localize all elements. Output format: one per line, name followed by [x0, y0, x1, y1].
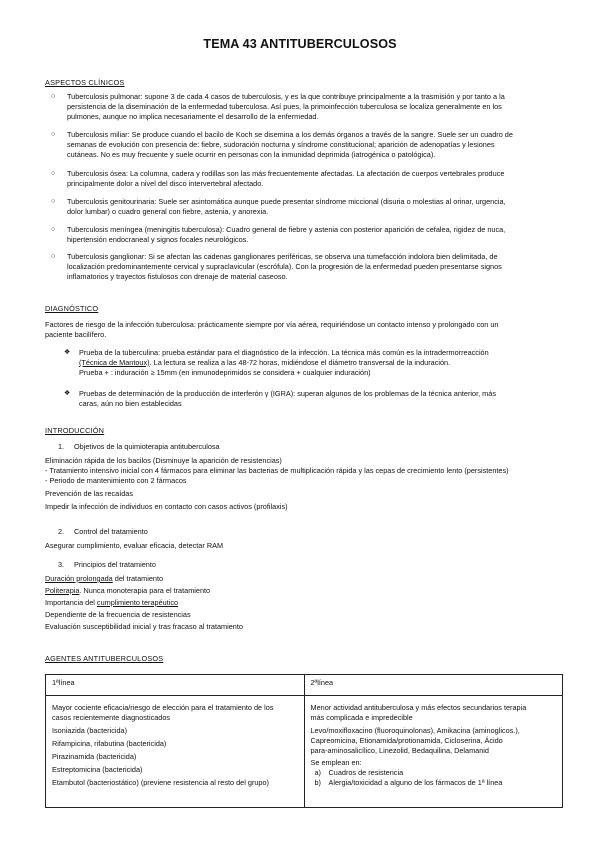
- paragraph: [45, 456, 565, 512]
- bullet-icon: ○: [51, 226, 56, 233]
- list-item-line: Tuberculosis ósea: La columna, cadera y rodillas son las más frecuentemente afectadas. La afectación de cuerpos vertebrales produce: [67, 169, 505, 178]
- cell-line: Capreomicina, Etionamida/protionamida, Cicloserina, Ácido: [310, 736, 503, 745]
- bullet-icon: ○: [51, 198, 56, 205]
- paragraph-line: Prevención de las recaídas: [45, 489, 134, 498]
- subsection-title: Objetivos de la quimioterapia antituberculosa: [74, 442, 220, 451]
- list-number: 3.: [58, 560, 65, 569]
- cell-line: para-aminosalicílico, Linezolid, Bedaquilina, Delamanid: [310, 746, 489, 755]
- list-item: [67, 197, 562, 217]
- list-item-line: persistencia de la diseminación de la enfermedad tuberculosa. Así pues, la primoinfección tuberculosa se localiza generalmente en los: [67, 102, 502, 111]
- list-item-line: Tuberculosis pulmonar: supone 3 de cada 4 casos de tuberculosis, y es la que contribuye principalmente a la trasmisión y por tanto a la: [67, 92, 505, 101]
- subsection-title: Control del tratamiento: [74, 527, 148, 536]
- table-header-cell: 1ªlínea: [46, 675, 305, 696]
- paragraph-line: Factores de riesgo de la infección tuberculosa: prácticamente siempre por vía aérea, requiriéndose un contacto intenso y prolongado con un: [45, 320, 499, 329]
- diamond-bullet-icon: ❖: [64, 390, 71, 397]
- list-item: [67, 169, 562, 189]
- bullet-icon: ○: [51, 253, 56, 260]
- list-item-line: [79, 358, 564, 368]
- table-cell: [46, 696, 305, 808]
- list-item: [67, 92, 562, 122]
- bullet-icon: ○: [51, 131, 56, 138]
- list-item-line: Tuberculosis genitourinaria: Suele ser asintomática aunque puede presentar síndrome miccional (disuria o molestias al orinar, urgencia,: [67, 197, 506, 206]
- section-heading-introduccion: INTRODUCCIÓN: [45, 426, 105, 435]
- list-item-line: inflamatorios y trayectos fistulosos con drenaje de material caseoso.: [67, 272, 288, 281]
- table-cell: [304, 696, 563, 808]
- table-header-row: [46, 675, 563, 696]
- text-span: Importancia del: [45, 598, 97, 607]
- list-item-line: hipertensión endocraneal y signos focales neurológicos.: [67, 235, 249, 244]
- text-span: . Nunca monoterapia para el tratamiento: [79, 586, 211, 595]
- list-item-line: Tuberculosis ganglionar: Si se afectan las cadenas ganglionares periféricas, se observa una tumefacción indolora bien delimitada, de: [67, 252, 498, 261]
- cell-line: Etambutol (bacteriostático) (previene resistencia al resto del grupo): [52, 778, 269, 787]
- list-item: [79, 389, 564, 409]
- list-item-line: cutáneas. No es muy frecuente y suele ocurrir en personas con la inmunidad deprimida (iatrogénica o patológica).: [67, 150, 436, 159]
- list-item: [79, 348, 564, 378]
- list-item-line: localización predominantemente cervical y supraclavicular (escrófula). Con la progresión de la enfermedad pueden presentarse signos: [67, 262, 502, 271]
- text-span: Alergia/toxicidad a alguno de los fármacos de 1ª línea: [328, 778, 503, 787]
- section-heading-agentes: AGENTES ANTITUBERCULOSOS: [45, 654, 164, 663]
- table-header-cell: 2ªlínea: [304, 675, 563, 696]
- list-item-line: semanas de evolución con presencia de: fiebre, sudoración nocturna y síndrome constitucional; aparición de adenopatías y lesiones: [67, 140, 495, 149]
- cell-line: Pirazinamida (bactericida): [52, 752, 137, 761]
- paragraph-line: Evaluación susceptibilidad inicial y tras fracaso al tratamiento: [45, 622, 243, 631]
- paragraph-line: Dependiente de la frecuencia de resistencias: [45, 610, 191, 619]
- cell-line: Rifampicina, rifabutina (bactericida): [52, 739, 167, 748]
- bullet-icon: ○: [51, 170, 56, 177]
- cell-line: Menor actividad antituberculosa y más efectos secundarios terapia: [310, 703, 527, 712]
- list-item-line: dolor lumbar) o cuadro general con fiebre, astenia, y anorexia.: [67, 207, 269, 216]
- list-item-line: Prueba + : induración ≥ 15mm (en inmunodeprimidos se considera + cualquier induración): [79, 368, 371, 377]
- sub-list-marker: a): [314, 768, 321, 777]
- underlined-text: cumplimiento terapéutico: [96, 598, 179, 607]
- list-item-line: Prueba de la tuberculina: prueba estándar para el diagnóstico de la infección. La técnica más común es la intradermorreacción: [79, 348, 489, 357]
- list-number: 1.: [58, 442, 65, 451]
- underlined-text: Politerapia: [45, 586, 80, 595]
- sub-list-item: [311, 768, 557, 778]
- table-row: [46, 696, 563, 808]
- paragraph-line: paciente bacilífero.: [45, 330, 107, 339]
- paragraph: [45, 320, 565, 340]
- list-item: [67, 130, 562, 160]
- cell-line: Se emplean en:: [310, 758, 362, 767]
- cell-line: casos recientemente diagnosticados: [52, 713, 171, 722]
- list-number: 2.: [58, 527, 65, 536]
- text-span: del tratamiento: [112, 574, 164, 583]
- list-item-line: principalmente dolor a nivel del disco intervertebral afectado.: [67, 179, 264, 188]
- list-item-line: caras, aún no bien establecidas: [79, 399, 182, 408]
- agents-table: [45, 674, 563, 808]
- sub-list-marker: b): [314, 778, 321, 787]
- cell-line: Mayor cociente eficacia/riesgo de elección para el tratamiento de los: [52, 703, 274, 712]
- text-span: . La lectura se realiza a las 48-72 horas, midiéndose el diámetro transversal de la induración.: [149, 358, 451, 367]
- underlined-text: Duración prolongada: [45, 574, 113, 583]
- cell-line: Estreptomicina (bactericida): [52, 765, 143, 774]
- paragraph-line: [45, 573, 565, 585]
- paragraph-line: Asegurar cumplimiento, evaluar eficacia, detectar RAM: [45, 541, 224, 550]
- list-item-line: Tuberculosis meníngea (meningitis tuberculosa): Cuadro general de fiebre y astenia con posterior aparición de cefalea, rigidez de nuca,: [67, 225, 506, 234]
- diamond-bullet-icon: ❖: [64, 349, 71, 356]
- paragraph-line: Impedir la infección de individuos en contacto con casos activos (profilaxis): [45, 502, 288, 511]
- subsection-title: Principios del tratamiento: [74, 560, 156, 569]
- list-item-line: Tuberculosis miliar: Se produce cuando el bacilo de Koch se disemina a los demás órganos a través de la sangre. Suele ser un cuadro de: [67, 130, 513, 139]
- page-title: TEMA 43 ANTITUBERCULOSOS: [203, 37, 397, 51]
- text-span: Cuadros de resistencia: [328, 768, 404, 777]
- list-item: [67, 225, 562, 245]
- cell-line: Levo/moxifloxacino (fluoroquinolonas), Amikacina (aminoglicos.),: [310, 726, 520, 735]
- mantoux-link-text: (Técnica de Mantoux): [79, 358, 150, 367]
- cell-line: más complicada e impredecible: [310, 713, 413, 722]
- paragraph-line: - Tratamiento intensivo inicial con 4 fármacos para eliminar las bacterias de multiplicación rápida y las cepas de crecimiento lento (persistentes): [45, 466, 509, 475]
- list-item-line: Pruebas de determinación de la producción de interferón γ (IGRA): superan algunos de los problemas de la técnica anterior, más: [79, 389, 496, 398]
- paragraph: [45, 573, 565, 633]
- list-item: [67, 252, 562, 282]
- list-item-line: pulmones, aunque no implica necesariamente el desarrollo de la enfermedad.: [67, 112, 319, 121]
- bullet-icon: ○: [51, 93, 56, 100]
- sub-list-item: [311, 778, 557, 788]
- section-heading-diagnostico: DIAGNÓSTICO: [45, 304, 99, 313]
- paragraph-line: [45, 597, 565, 609]
- paragraph-line: - Periodo de mantenimiento con 2 fármacos: [45, 476, 187, 485]
- paragraph-line: Eliminación rápida de los bacilos (Disminuye la aparición de resistencias): [45, 456, 282, 465]
- paragraph-line: [45, 585, 565, 597]
- cell-line: Isoniazida (bactericida): [52, 726, 128, 735]
- section-heading-aspectos: ASPECTOS CLÍNICOS: [45, 78, 125, 87]
